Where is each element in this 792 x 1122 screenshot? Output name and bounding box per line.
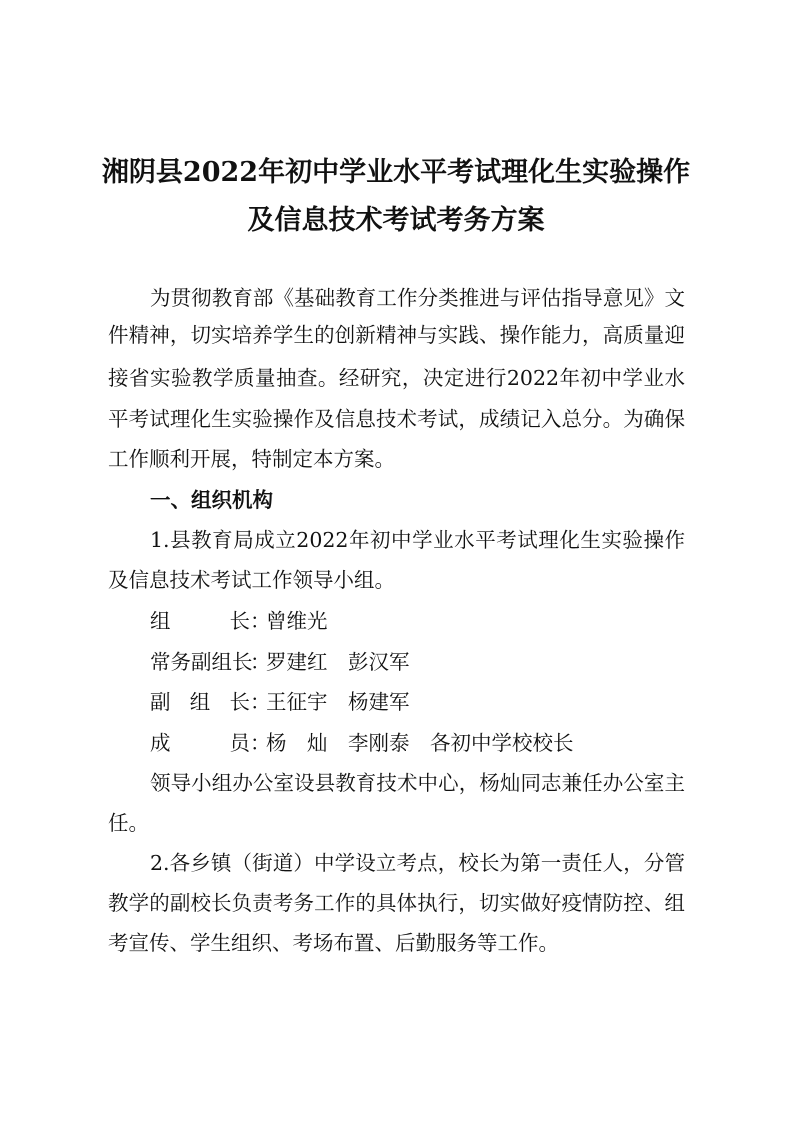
roster-colon: ： (250, 650, 271, 674)
intro-line: 工作顺利开展，特制定本方案。 (108, 447, 395, 471)
roster-names: 罗建红 彭汉军 (266, 650, 410, 674)
intro-line: 接省实验教学质量抽查。经研究，决定进行2022年初中学业水 (108, 366, 685, 390)
roster-role: 成员 (150, 731, 250, 755)
roster-row (150, 692, 410, 713)
roster-names: 杨 灿 李刚泰 各初中学校校长 (266, 731, 574, 755)
item-1-line: 及信息技术考试工作领导小组。 (108, 568, 395, 592)
section-heading: 一、组织机构 (150, 488, 273, 512)
document-title-line-1: 湘阴县2022年初中学业水平考试理化生实验操作 (101, 157, 691, 188)
item-1-line: 1.县教育局成立2022年初中学业水平考试理化生实验操作 (150, 528, 685, 552)
roster-colon: ： (250, 731, 271, 755)
office-note-line: 任。 (108, 811, 149, 835)
roster-role: 组长 (150, 609, 250, 633)
office-note-line: 领导小组办公室设县教育技术中心，杨灿同志兼任办公室主 (150, 771, 685, 795)
roster-row (150, 611, 328, 632)
roster-row (150, 652, 410, 673)
roster-names: 王征宇 杨建军 (266, 690, 410, 714)
intro-line: 为贯彻教育部《基础教育工作分类推进与评估指导意见》文 (150, 286, 685, 310)
item-2-line: 考宣传、学生组织、考场布置、后勤服务等工作。 (108, 931, 559, 955)
roster-row (150, 733, 574, 754)
roster-role: 常务副组长 (150, 650, 253, 674)
roster-role: 副组长 (150, 690, 250, 714)
roster-colon: ： (250, 690, 271, 714)
roster-names: 曾维光 (266, 609, 328, 633)
roster-colon: ： (250, 609, 271, 633)
item-2-line: 教学的副校长负责考务工作的具体执行，切实做好疫情防控、组 (108, 891, 685, 915)
item-2-line: 2.各乡镇（街道）中学设立考点，校长为第一责任人，分管 (150, 851, 685, 875)
document-title-line-2: 及信息技术考试考务方案 (247, 205, 545, 236)
intro-line: 件精神，切实培养学生的创新精神与实践、操作能力，高质量迎 (108, 323, 685, 347)
intro-line: 平考试理化生实验操作及信息技术考试，成绩记入总分。为确保 (108, 407, 685, 431)
